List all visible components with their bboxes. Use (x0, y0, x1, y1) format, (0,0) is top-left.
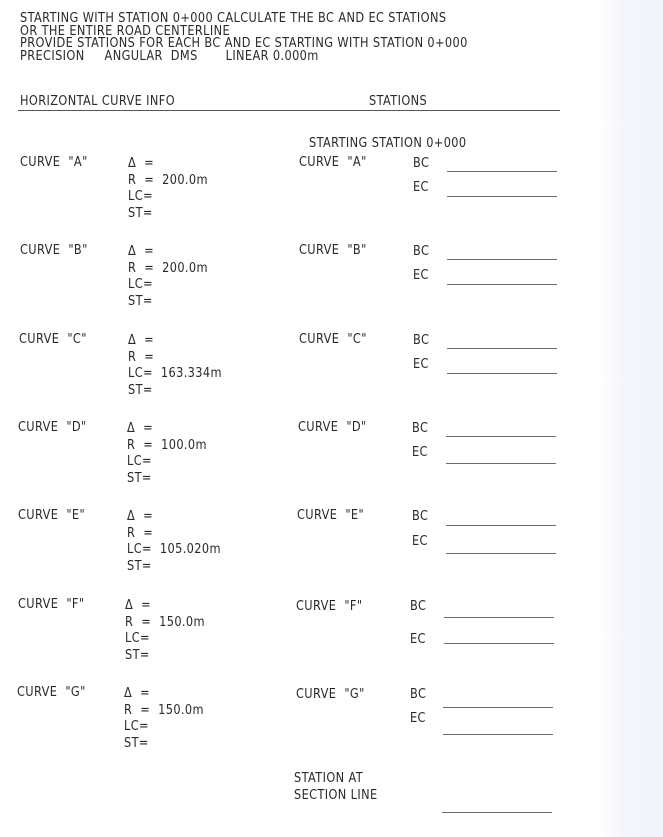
bc-station-input[interactable] (447, 259, 557, 260)
ec-label: EC (413, 268, 429, 283)
radius-field: R = (128, 349, 155, 365)
delta-field: Δ = (125, 598, 152, 613)
bc-label: BC (412, 421, 429, 436)
curve-label: CURVE "E" (18, 508, 86, 523)
station-curve-label: CURVE "E" (297, 508, 365, 523)
curve-label: CURVE "C" (19, 332, 87, 347)
curve-label: CURVE "G" (17, 685, 86, 700)
header-stations: STATIONS (369, 94, 428, 109)
starting-station-label: STARTING STATION 0+000 (309, 136, 467, 151)
section-line-label-2: SECTION LINE (294, 788, 378, 803)
ec-station-input[interactable] (446, 463, 556, 464)
curve-label: CURVE "B" (20, 243, 88, 258)
long-chord-field: LC= (124, 719, 149, 734)
section-line-label-1: STATION AT (294, 771, 364, 786)
header-underline (18, 110, 560, 111)
radius-field: R = (127, 525, 154, 541)
radius-field: R = 150.0m (125, 614, 205, 630)
radius-field: R = 100.0m (127, 437, 207, 453)
bc-label: BC (412, 509, 429, 524)
section-line-station-input[interactable] (442, 812, 552, 813)
radius-field: R = 150.0m (124, 702, 204, 718)
ec-label: EC (412, 445, 428, 460)
long-chord-field: LC= (128, 277, 153, 292)
long-chord-field: LC= (128, 189, 153, 204)
station-curve-label: CURVE "F" (296, 599, 363, 614)
short-tangent-field: ST= (128, 293, 153, 309)
long-chord-field: LC= (125, 631, 150, 646)
short-tangent-field: ST= (128, 382, 153, 398)
station-curve-label: CURVE "A" (299, 155, 367, 170)
short-tangent-field: ST= (127, 470, 152, 486)
bc-label: BC (413, 244, 430, 259)
bc-station-input[interactable] (447, 348, 557, 349)
curve-label: CURVE "F" (18, 597, 85, 612)
ec-station-input[interactable] (447, 373, 557, 374)
instruction-line-3: PROVIDE STATIONS FOR EACH BC AND EC STARTING WITH STATION 0+000 (20, 36, 468, 51)
long-chord-field: LC= 105.020m (127, 542, 221, 557)
instruction-line-1: STARTING WITH STATION 0+000 CALCULATE THE BC AND EC STATIONS (20, 11, 447, 26)
bc-station-input[interactable] (446, 525, 556, 526)
precision-line: PRECISION ANGULAR DMS LINEAR 0.000m (20, 48, 319, 64)
ec-label: EC (410, 711, 426, 726)
bc-label: BC (410, 687, 427, 702)
radius-field: R = 200.0m (128, 260, 208, 276)
curve-label: CURVE "A" (20, 155, 88, 170)
curve-label: CURVE "D" (18, 420, 87, 435)
delta-field: Δ = (128, 156, 155, 171)
short-tangent-field: ST= (124, 735, 149, 751)
delta-field: Δ = (128, 333, 155, 348)
long-chord-field: LC= 163.334m (128, 366, 222, 381)
ec-label: EC (410, 632, 426, 647)
ec-label: EC (412, 534, 428, 549)
bc-station-input[interactable] (444, 617, 554, 618)
delta-field: Δ = (128, 244, 155, 259)
ec-station-input[interactable] (446, 553, 556, 554)
radius-field: R = 200.0m (128, 172, 208, 188)
bc-label: BC (413, 156, 430, 171)
station-curve-label: CURVE "C" (299, 332, 367, 347)
short-tangent-field: ST= (127, 558, 152, 574)
ec-label: EC (413, 357, 429, 372)
ec-station-input[interactable] (443, 734, 553, 735)
long-chord-field: LC= (127, 454, 152, 469)
ec-station-input[interactable] (447, 196, 557, 197)
bc-label: BC (410, 599, 427, 614)
ec-station-input[interactable] (444, 643, 554, 644)
delta-field: Δ = (124, 686, 151, 701)
ec-label: EC (413, 180, 429, 195)
short-tangent-field: ST= (128, 205, 153, 221)
bc-station-input[interactable] (446, 436, 556, 437)
instruction-line-2: OR THE ENTIRE ROAD CENTERLINE (20, 23, 231, 39)
station-curve-label: CURVE "B" (299, 243, 367, 258)
station-curve-label: CURVE "D" (298, 420, 367, 435)
ec-station-input[interactable] (447, 284, 557, 285)
station-curve-label: CURVE "G" (296, 687, 365, 702)
delta-field: Δ = (127, 509, 154, 524)
bc-station-input[interactable] (447, 171, 557, 172)
header-horizontal-curve-info: HORIZONTAL CURVE INFO (20, 94, 176, 109)
delta-field: Δ = (127, 421, 154, 436)
bc-station-input[interactable] (443, 707, 553, 708)
short-tangent-field: ST= (125, 647, 150, 663)
bc-label: BC (413, 333, 430, 348)
